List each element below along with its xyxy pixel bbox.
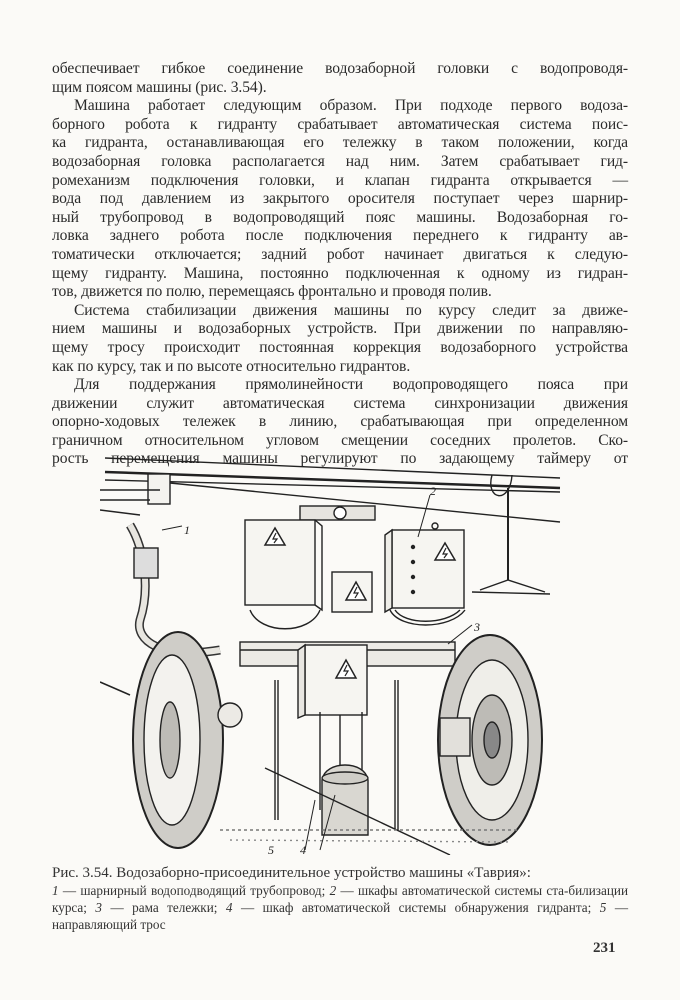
figure-3-54-illustration <box>100 450 580 855</box>
text-line: опорно-ходовых тележек в линию, срабатывающая при определенном <box>52 413 628 431</box>
legend-num-2: 2 <box>329 883 337 898</box>
machine-drawing <box>100 450 580 855</box>
text-line: вода под давлением из закрытого оросителя поступает через шарнир- <box>52 190 628 208</box>
legend-text: — направляющий трос <box>52 900 628 932</box>
text-line: ромеханизм подключения головки, и клапан гидранта открывается — <box>52 171 628 189</box>
legend-text: — шарнирный водоподводящий трубопровод; <box>62 883 330 898</box>
text-line: Для поддержания прямолинейности водопроводящего пояса при <box>74 376 628 394</box>
text-line: нием машины и водозаборных устройств. При движении по направляю- <box>52 320 628 338</box>
body-text <box>52 60 628 469</box>
legend-text: — шкаф автоматической системы обнаружения <box>240 900 529 915</box>
caption-legend <box>52 882 628 933</box>
text-line: ный трубопровод в водопроводящий пояс машины. Водозаборная го- <box>52 208 628 226</box>
legend-num-3: 3 <box>95 900 102 915</box>
callout-5: 5 <box>268 843 274 855</box>
legend-text: билизации курса; <box>52 883 629 915</box>
text-line: щему тросу происходит постоянная коррекция водозаборного устройства <box>52 338 628 356</box>
callout-2: 2 <box>430 484 436 498</box>
text-line: Система стабилизации движения машины по курсу следит за движе- <box>74 301 628 319</box>
text-line: водозаборная головка располагается над ним. Затем срабатывает гид- <box>52 152 628 170</box>
callout-3: 3 <box>474 620 480 634</box>
text-line: движении служит автоматическая система синхронизации движения <box>52 394 628 412</box>
callout-1: 1 <box>184 523 190 537</box>
text-line: обеспечивает гибкое соединение водозаборной головки с водопроводя- <box>52 60 628 77</box>
text-line: борного робота к гидранту срабатывает автоматическая система поис- <box>52 115 628 133</box>
legend-text: гидранта; <box>537 900 600 915</box>
figure-caption <box>52 864 628 933</box>
text-line: ловка заднего робота после подключения переднего к гидранту ав- <box>52 227 628 245</box>
text-line: щему гидранту. Машина, постоянно подключенная к одному из гидран- <box>52 264 628 282</box>
text-line: тов, движется по полю, перемещаясь фронтально и проводя полив. <box>52 283 492 301</box>
paragraph-3 <box>52 302 628 376</box>
text-line: граничном относительном угловом смещении соседних пролетов. Ско- <box>52 431 628 449</box>
text-line: ка гидранта, останавливающая его тележку в таком положении, когда <box>52 134 628 152</box>
legend-num-4: 4 <box>225 900 233 915</box>
legend-num-1: 1 <box>52 883 59 898</box>
legend-num-5: 5 <box>599 900 607 915</box>
caption-title: Рис. 3.54. Водозаборно-присоединительное устройство машины «Таврия»: <box>52 865 531 881</box>
text-line: томатически отключается; задний робот начинает двигаться к следую- <box>52 245 628 263</box>
legend-text: — шкафы автоматической системы ста- <box>340 883 569 898</box>
paragraph-2 <box>52 97 628 302</box>
page-number: 231 <box>593 940 616 956</box>
legend-text: — рама тележки; <box>110 900 226 915</box>
text-line: как по курсу, так и по высоте относительно гидрантов. <box>52 357 411 375</box>
text-line: рость перемещения машины регулируют по задающему таймеру от <box>52 450 628 468</box>
callout-4: 4 <box>300 843 306 855</box>
paragraph-1 <box>52 60 628 97</box>
text-line: щим поясом машины (рис. 3.54). <box>52 78 267 96</box>
text-line: Машина работает следующим образом. При подходе первого водоза- <box>74 97 628 115</box>
